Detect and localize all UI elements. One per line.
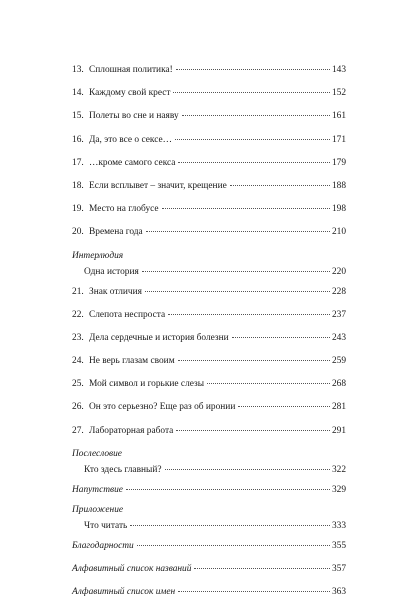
- chapter-title: Лабораторная работа: [89, 425, 174, 436]
- page-number: 188: [331, 180, 346, 191]
- page-number: 210: [331, 227, 346, 238]
- dot-leader: [178, 360, 330, 361]
- chapter-title: Знак отличия: [89, 286, 142, 297]
- entry-title: Алфавитный список имен: [72, 587, 176, 598]
- chapter-title: Слепота неспроста: [89, 309, 166, 320]
- page-number: 161: [331, 111, 346, 122]
- chapter-number: 17.: [72, 157, 84, 168]
- dot-leader: [168, 314, 330, 315]
- entry-title: Кто здесь главный?: [84, 464, 162, 475]
- toc-entry-14: [72, 82, 346, 105]
- toc-entry-20: [72, 221, 346, 244]
- chapter-title: Место на глобусе: [89, 204, 159, 215]
- page-number: 179: [331, 157, 346, 168]
- entry-title: Алфавитный список названий: [72, 564, 192, 575]
- chapter-title: …кроме самого секса: [89, 157, 176, 168]
- chapter-number: 20.: [72, 227, 84, 238]
- toc-entry-26: [72, 396, 346, 419]
- dot-leader: [182, 115, 330, 116]
- toc-entry-25: [72, 373, 346, 396]
- dot-leader: [137, 545, 330, 546]
- chapter-number: 27.: [72, 425, 84, 436]
- chapter-title: Времена года: [89, 227, 143, 238]
- chapter-number: 25.: [72, 379, 84, 390]
- chapter-number: 22.: [72, 309, 84, 320]
- page-number: 237: [331, 309, 346, 320]
- chapter-title: Не верь глазам своим: [89, 356, 175, 367]
- dot-leader: [146, 231, 330, 232]
- dot-leader: [232, 337, 330, 338]
- toc-entry-18: [72, 175, 346, 198]
- chapter-title: Полеты во сне и наяву: [89, 111, 179, 122]
- chapter-title: Если всплывет – значит, крещение: [89, 180, 227, 191]
- dot-leader: [207, 383, 330, 384]
- entry-title: Благодарности: [72, 541, 134, 551]
- toc-entry-21: [72, 281, 346, 304]
- page-number: 322: [331, 464, 346, 475]
- chapter-title: Сплошная политика!: [89, 65, 173, 75]
- toc-entry-title-index: [72, 558, 346, 581]
- page-number: 259: [331, 356, 346, 367]
- toc-entry-17: [72, 152, 346, 175]
- entry-title: Одна история: [84, 266, 139, 277]
- page-number: 171: [331, 134, 346, 145]
- page-number: 333: [331, 521, 346, 531]
- chapter-number: 26.: [72, 402, 84, 413]
- toc-entry-27: [72, 420, 346, 443]
- appendix-heading: Приложение: [72, 505, 124, 515]
- page-number: 198: [331, 204, 346, 215]
- toc-entry-23: [72, 327, 346, 350]
- interlude-heading: Интерлюдия: [72, 250, 124, 261]
- chapter-number: 15.: [72, 111, 84, 122]
- chapter-title: Каждому свой крест: [89, 88, 171, 99]
- chapter-number: 13.: [72, 65, 84, 75]
- dot-leader: [162, 208, 330, 209]
- chapter-title: Дела сердечные и история болезни: [89, 332, 229, 343]
- dot-leader: [194, 568, 330, 569]
- page-number: 329: [331, 484, 346, 495]
- dot-leader: [165, 469, 330, 470]
- page-number: 152: [331, 88, 346, 99]
- dot-leader: [126, 489, 330, 490]
- chapter-number: 16.: [72, 134, 84, 145]
- chapter-title: Он это серьезно? Еще раз об иронии: [89, 402, 236, 413]
- page-number: 220: [331, 266, 346, 277]
- dot-leader: [145, 291, 330, 292]
- chapter-number: 24.: [72, 356, 84, 367]
- table-of-contents: [72, 59, 346, 605]
- page-number: 243: [331, 332, 346, 343]
- toc-entry-19: [72, 198, 346, 221]
- chapter-number: 19.: [72, 204, 84, 215]
- page-number: 363: [331, 587, 346, 598]
- chapter-title: Мой символ и горькие слезы: [89, 379, 205, 390]
- toc-entry-16: [72, 129, 346, 152]
- page-number: 268: [331, 379, 346, 390]
- dot-leader: [130, 525, 330, 526]
- page-number: 357: [331, 564, 346, 575]
- toc-entry-name-index: [72, 581, 346, 604]
- dot-leader: [176, 69, 330, 70]
- chapter-title: Да, это все о сексе…: [89, 134, 173, 145]
- page-number: 281: [331, 402, 346, 413]
- toc-entry-parting: [72, 479, 346, 502]
- toc-entry-22: [72, 304, 346, 327]
- chapter-number: 21.: [72, 286, 84, 297]
- dot-leader: [178, 162, 329, 163]
- dot-leader: [175, 139, 330, 140]
- dot-leader: [230, 185, 330, 186]
- dot-leader: [238, 406, 330, 407]
- toc-entry-afterword: [72, 462, 346, 479]
- dot-leader: [178, 591, 330, 592]
- page-number: 228: [331, 286, 346, 297]
- page-number: 355: [331, 541, 346, 551]
- chapter-number: 23.: [72, 332, 84, 343]
- chapter-number: 14.: [72, 88, 84, 99]
- page-number: 143: [331, 65, 346, 75]
- entry-title: Напутствие: [72, 484, 123, 495]
- afterword-heading: Послесловие: [72, 448, 122, 459]
- toc-entry-appendix: [72, 518, 346, 535]
- dot-leader: [142, 271, 330, 272]
- toc-entry-24: [72, 350, 346, 373]
- toc-entry-acknowledgements: [72, 535, 346, 558]
- toc-entry-interlude: [72, 264, 346, 281]
- dot-leader: [176, 430, 330, 431]
- chapter-number: 18.: [72, 180, 84, 191]
- toc-entry-15: [72, 105, 346, 128]
- toc-entry-13: [72, 59, 346, 82]
- dot-leader: [173, 92, 329, 93]
- entry-title: Что читать: [84, 521, 128, 531]
- page-number: 291: [331, 425, 346, 436]
